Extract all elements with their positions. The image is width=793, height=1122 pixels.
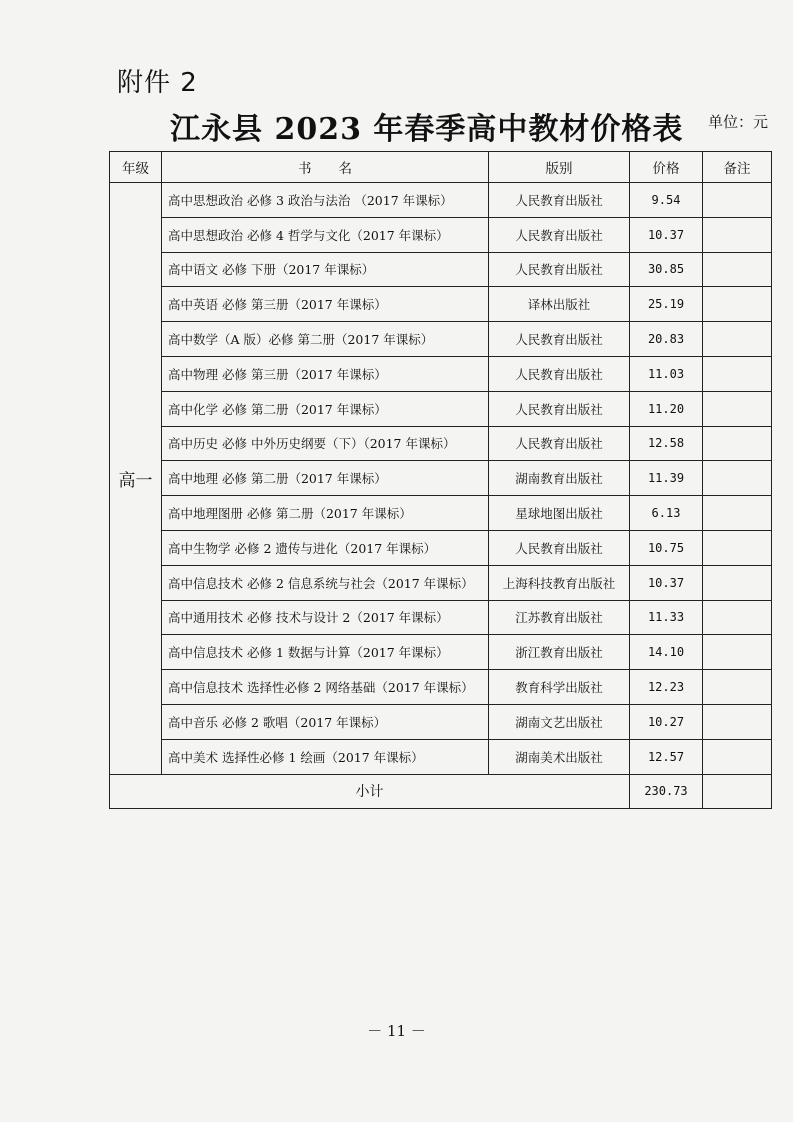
- grade-cell: 高一: [110, 183, 162, 775]
- publisher-cell: 人民教育出版社: [489, 426, 630, 461]
- publisher-cell: 人民教育出版社: [489, 252, 630, 287]
- note-cell: [703, 739, 772, 774]
- publisher-cell: 星球地图出版社: [489, 496, 630, 531]
- table-row: [110, 183, 772, 218]
- note-cell: [703, 565, 772, 600]
- note-cell: [703, 704, 772, 739]
- note-cell: [703, 183, 772, 218]
- note-cell: [703, 252, 772, 287]
- price-cell: 11.20: [630, 391, 703, 426]
- publisher-cell: 浙江教育出版社: [489, 635, 630, 670]
- header-grade: 年级: [110, 152, 162, 183]
- price-table: [109, 151, 772, 809]
- book-name-cell: 高中物理 必修 第三册（2017 年课标）: [162, 356, 489, 391]
- subtotal-note-cell: [703, 774, 772, 809]
- book-name-cell: 高中信息技术 必修 2 信息系统与社会（2017 年课标）: [162, 565, 489, 600]
- price-cell: 30.85: [630, 252, 703, 287]
- note-cell: [703, 635, 772, 670]
- price-cell: 9.54: [630, 183, 703, 218]
- publisher-cell: 译林出版社: [489, 287, 630, 322]
- publisher-cell: 江苏教育出版社: [489, 600, 630, 635]
- table-row: [110, 217, 772, 252]
- publisher-cell: 教育科学出版社: [489, 670, 630, 705]
- price-cell: 10.37: [630, 217, 703, 252]
- header-publisher: 版别: [489, 152, 630, 183]
- note-cell: [703, 356, 772, 391]
- page-number: － 11 －: [367, 1022, 426, 1040]
- price-cell: 10.27: [630, 704, 703, 739]
- price-cell: 10.37: [630, 565, 703, 600]
- book-name-cell: 高中美术 选择性必修 1 绘画（2017 年课标）: [162, 739, 489, 774]
- book-name-cell: 高中英语 必修 第三册（2017 年课标）: [162, 287, 489, 322]
- publisher-cell: 上海科技教育出版社: [489, 565, 630, 600]
- book-name-cell: 高中思想政治 必修 3 政治与法治 （2017 年课标）: [162, 183, 489, 218]
- header-note: 备注: [703, 152, 772, 183]
- table-row: [110, 739, 772, 774]
- price-cell: 6.13: [630, 496, 703, 531]
- book-name-cell: 高中思想政治 必修 4 哲学与文化（2017 年课标）: [162, 217, 489, 252]
- table-row: [110, 600, 772, 635]
- table-row: [110, 391, 772, 426]
- book-name-cell: 高中地理 必修 第二册（2017 年课标）: [162, 461, 489, 496]
- table-body: [110, 183, 772, 809]
- publisher-cell: 人民教育出版社: [489, 530, 630, 565]
- note-cell: [703, 217, 772, 252]
- book-name-cell: 高中信息技术 选择性必修 2 网络基础（2017 年课标）: [162, 670, 489, 705]
- note-cell: [703, 496, 772, 531]
- table-row: [110, 670, 772, 705]
- book-name-cell: 高中地理图册 必修 第二册（2017 年课标）: [162, 496, 489, 531]
- subtotal-price: 230.73: [630, 774, 703, 809]
- price-cell: 12.58: [630, 426, 703, 461]
- book-name-cell: 高中数学（A 版）必修 第二册（2017 年课标）: [162, 322, 489, 357]
- publisher-cell: 人民教育出版社: [489, 322, 630, 357]
- publisher-cell: 湖南文艺出版社: [489, 704, 630, 739]
- publisher-cell: 人民教育出版社: [489, 356, 630, 391]
- publisher-cell: 人民教育出版社: [489, 391, 630, 426]
- price-cell: 25.19: [630, 287, 703, 322]
- book-name-cell: 高中信息技术 必修 1 数据与计算（2017 年课标）: [162, 635, 489, 670]
- publisher-cell: 人民教育出版社: [489, 183, 630, 218]
- price-cell: 11.03: [630, 356, 703, 391]
- price-cell: 12.23: [630, 670, 703, 705]
- book-name-cell: 高中历史 必修 中外历史纲要（下）（2017 年课标）: [162, 426, 489, 461]
- table-header-row: [110, 152, 772, 183]
- book-name-cell: 高中生物学 必修 2 遗传与进化（2017 年课标）: [162, 530, 489, 565]
- table-row: [110, 356, 772, 391]
- table-row: [110, 704, 772, 739]
- publisher-cell: 人民教育出版社: [489, 217, 630, 252]
- note-cell: [703, 426, 772, 461]
- table-row: [110, 635, 772, 670]
- book-name-cell: 高中音乐 必修 2 歌唱（2017 年课标）: [162, 704, 489, 739]
- subtotal-row: [110, 774, 772, 809]
- price-cell: 11.33: [630, 600, 703, 635]
- price-cell: 10.75: [630, 530, 703, 565]
- note-cell: [703, 600, 772, 635]
- table-row: [110, 426, 772, 461]
- header-price: 价格: [630, 152, 703, 183]
- note-cell: [703, 530, 772, 565]
- price-cell: 11.39: [630, 461, 703, 496]
- note-cell: [703, 461, 772, 496]
- table-row: [110, 496, 772, 531]
- page-title: 江永县 2023 年春季高中教材价格表: [170, 112, 684, 147]
- table-row: [110, 565, 772, 600]
- note-cell: [703, 287, 772, 322]
- table-row: [110, 322, 772, 357]
- book-name-cell: 高中通用技术 必修 技术与设计 2（2017 年课标）: [162, 600, 489, 635]
- subtotal-label: 小计: [110, 774, 630, 809]
- table-row: [110, 461, 772, 496]
- price-cell: 14.10: [630, 635, 703, 670]
- price-cell: 20.83: [630, 322, 703, 357]
- table-row: [110, 530, 772, 565]
- note-cell: [703, 670, 772, 705]
- price-cell: 12.57: [630, 739, 703, 774]
- book-name-cell: 高中化学 必修 第二册（2017 年课标）: [162, 391, 489, 426]
- table-row: [110, 287, 772, 322]
- publisher-cell: 湖南教育出版社: [489, 461, 630, 496]
- header-name: 书 名: [162, 152, 489, 183]
- unit-label: 单位：元: [708, 113, 769, 131]
- book-name-cell: 高中语文 必修 下册（2017 年课标）: [162, 252, 489, 287]
- table-row: [110, 252, 772, 287]
- publisher-cell: 湖南美术出版社: [489, 739, 630, 774]
- note-cell: [703, 391, 772, 426]
- note-cell: [703, 322, 772, 357]
- attachment-label: 附件 2: [117, 68, 198, 98]
